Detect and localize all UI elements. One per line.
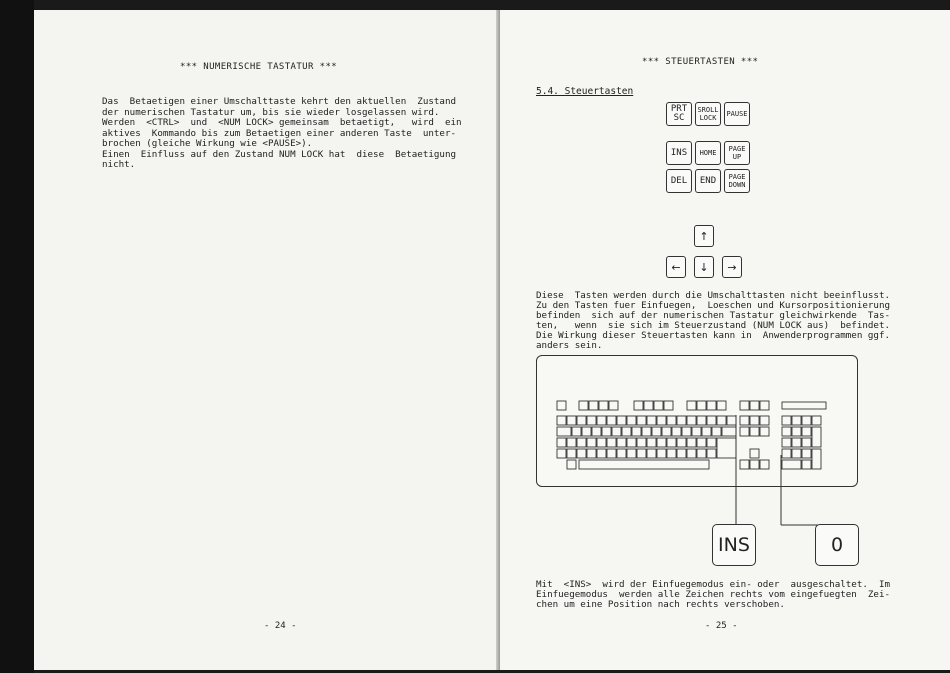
callout-lines [500, 10, 950, 670]
scan-border [0, 0, 34, 673]
text-line: ten, wenn sie sich im Steuerzustand (NUM LOCK aus) befindet. [536, 320, 891, 331]
text-line: Zu den Tasten fuer Einfuegen, Loeschen und Kursorpositionierung [536, 300, 891, 311]
zero-callout-key: 0 [815, 524, 859, 566]
text-line: anders sein. [536, 340, 603, 351]
end-key: END [695, 169, 721, 193]
right-page-header: *** STEUERTASTEN *** [642, 57, 759, 67]
text-line: brochen (gleiche Wirkung wie <PAUSE>). [102, 138, 313, 149]
text-line: aktives Kommando bis zum Betaetigen einer anderen Taste unter- [102, 127, 457, 139]
prtsc-key: PRT SC [666, 102, 692, 126]
left-page-header: *** NUMERISCHE TASTATUR *** [180, 62, 338, 72]
left-page-number: - 24 - [264, 621, 297, 631]
section-title: 5.4. Steuertasten [536, 86, 634, 97]
arrow-left-icon: ← [666, 256, 686, 278]
text-line: befinden sich auf der numerischen Tastatur gleichwirkende Tas- [536, 310, 891, 321]
text-line: Mit <INS> wird der Einfuegemodus ein- oder ausgeschaltet. Im [536, 579, 891, 590]
ins-callout-key: INS [712, 524, 756, 566]
text-line: Das Betaetigen einer Umschalttaste kehrt den aktuellen Zustand [102, 96, 457, 107]
text-line: der numerischen Tastatur um, bis sie wieder losgelassen wird. [102, 106, 440, 118]
text-line: nicht. [102, 159, 136, 170]
page-down-key: PAGE DOWN [724, 169, 750, 193]
right-page [500, 10, 950, 670]
arrow-up-icon: ↑ [694, 225, 714, 247]
ins-key: INS [666, 141, 692, 165]
text-line: Einen Einfluss auf den Zustand NUM LOCK hat diese Betaetigung [102, 148, 457, 160]
text-line: chen um eine Position nach rechts verschoben. [536, 599, 785, 610]
left-page [34, 10, 498, 670]
right-page-number: - 25 - [705, 621, 738, 631]
text-line: Werden <CTRL> und <NUM LOCK> gemeinsam betaetigt, wird ein [102, 117, 462, 128]
arrow-down-icon: ↓ [694, 256, 714, 278]
text-line: Einfuegemodus werden alle Zeichen rechts vom eingefuegten Zei- [536, 589, 891, 600]
text-line: Die Wirkung dieser Steuertasten kann in Anwenderprogrammen ggf. [536, 330, 891, 341]
home-key: HOME [695, 141, 721, 165]
text-line: Diese Tasten werden durch die Umschalttasten nicht beeinflusst. [536, 290, 891, 301]
del-key: DEL [666, 169, 692, 193]
arrow-right-icon: → [722, 256, 742, 278]
page-up-key: PAGE UP [724, 141, 750, 165]
scroll-lock-key: SROLL LOCK [695, 102, 721, 126]
pause-key: PAUSE [724, 102, 750, 126]
